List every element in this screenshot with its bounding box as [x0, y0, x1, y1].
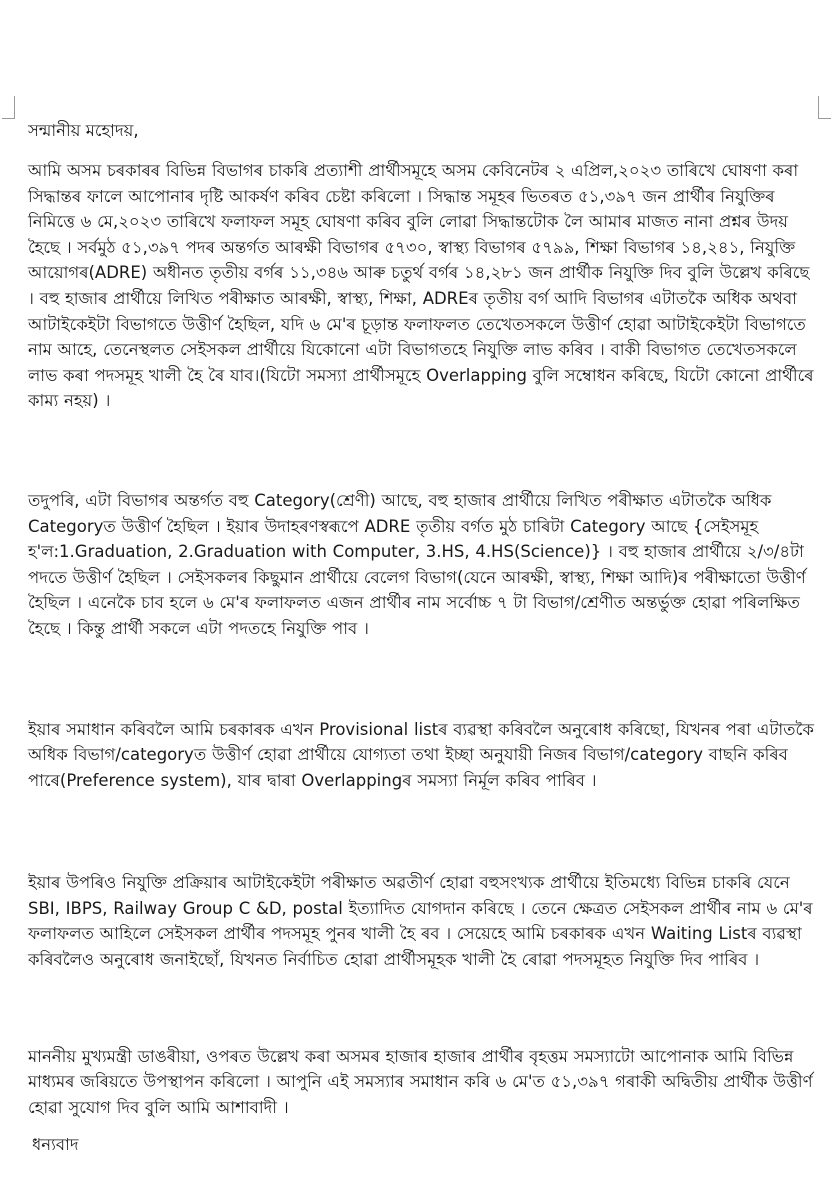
paragraph-4: ইয়াৰ উপৰিও নিযুক্তি প্ৰক্ৰিয়াৰ আটাইকেইটা পৰীক্ষাত অৱতীৰ্ণ হোৱা বহুসংখ্যক প্ৰাৰ্থীয়ে ইতিমধ্যে বিভিন্ন চাকৰি যেনে SBI, IBPS, Railway Group C &D, postal ইত্যাদিত যোগদান কৰিছে । তেনে ক্ষেত্ৰত সেইসকল প্ৰাৰ্থীৰ নাম ৬ মে'ৰ ফলাফলত আহিলে সেইসকল প্ৰাৰ্থীৰ পদসমূহ পুনৰ খালী হৈ ৰব । সেয়েহে আমি চৰকাৰক এখন Waiting Listৰ ব্যৱস্থা কৰিবলৈও অনুৰোধ জনাইছোঁ, যিখনত নিৰ্বাচিত হোৱা প্ৰাৰ্থীসমূহক খালী হৈ ৰোৱা পদসমূহত নিযুক্তি দিব পাৰিব ।: [28, 873, 813, 970]
salutation: সন্মানীয় মহোদয়,: [28, 121, 139, 140]
letter-body: [28, 118, 818, 1158]
closing-thanks: ধন্যবাদ: [32, 1135, 79, 1155]
paragraph-1: আমি অসম চৰকাৰৰ বিভিন্ন বিভাগৰ চাকৰি প্ৰত্যাশী প্ৰাৰ্থীসমূহে অসম কেবিনেটৰ ২ এপ্ৰিল,২০২৩ তাৰিখে ঘোষণা কৰা সিদ্ধান্তৰ ফালে আপোনাৰ দৃষ্টি আকৰ্ষণ কৰিব চেষ্টা কৰিলো । সিদ্ধান্ত সমূহৰ ভিতৰত ৫১,৩৯৭ জন প্ৰাৰ্থীৰ নিযুক্তিৰ নিমিত্তে ৬ মে,২০২৩ তাৰিখে ফলাফল সমূহ ঘোষণা কৰিব বুলি লোৱা সিদ্ধান্তটোক লৈ আমাৰ মাজত নানা প্ৰশ্নৰ উদয় হৈছে । সৰ্বমুঠ ৫১,৩৯৭ পদৰ অন্তৰ্গত আৰক্ষী বিভাগৰ ৫৭৩০, স্বাস্থ্য বিভাগৰ ৫৭৯৯, শিক্ষা বিভাগৰ ১৪,২৪১, নিযুক্তি আয়োগৰ(ADRE) অধীনত তৃতীয় বৰ্গৰ ১১,৩৪৬ আৰু চতুৰ্থ বৰ্গৰ ১৪,২৮১ জন প্ৰাৰ্থীক নিযুক্তি দিব বুলি উল্লেখ কৰিছে । বহু হাজাৰ প্ৰাৰ্থীয়ে লিখিত পৰীক্ষাত আৰক্ষী, স্বাস্থ্য, শিক্ষা, ADREৰ তৃতীয় বৰ্গ আদি বিভাগৰ এটাতকৈ অধিক অথবা আটাইকেইটা বিভাগতে উত্তীৰ্ণ হৈছিল, যদি ৬ মে'ৰ চূড়ান্ত ফলাফলত তেখেতসকলে উত্তীৰ্ণ হোৱা আটাইকেইটা বিভাগতে নাম আহে, তেনেস্থলত সেইসকল প্ৰাৰ্থীয়ে যিকোনো এটা বিভাগতহে নিযুক্তি লাভ কৰিব । বাকী বিভাগত তেখেতসকলে লাভ কৰা পদসমূহ খালী হৈ ৰৈ যাব।(যিটো সমস্যা প্ৰাৰ্থীসমূহে Overlapping বুলি সম্বোধন কৰিছে, যিটো কোনো প্ৰাৰ্থীৰে কাম্য নহয়) ।: [28, 161, 814, 411]
left-margin-corner-mark: [2, 96, 15, 119]
paragraph-2: তদুপৰি, এটা বিভাগৰ অন্তৰ্গত বহু Category(শ্ৰেণী) আছে, বহু হাজাৰ প্ৰাৰ্থীয়ে লিখিত পৰীক্ষাত এটাতকৈ অধিক Categoryত উত্তীৰ্ণ হৈছিল । ইয়াৰ উদাহৰণস্বৰূপে ADRE তৃতীয় বৰ্গত মুঠ চাৰিটা Category আছে {সেইসমূহ হ'ল:1.Graduation, 2.Graduation with Computer, 3.HS, 4.HS(Science)} । বহু হাজাৰ প্ৰাৰ্থীয়ে ২/৩/৪টা পদতে উত্তীৰ্ণ হৈছিল । সেইসকলৰ কিছুমান প্ৰাৰ্থীয়ে বেলেগ বিভাগ(যেনে আৰক্ষী, স্বাস্থ্য, শিক্ষা আদি)ৰ পৰীক্ষাতো উত্তীৰ্ণ হৈছিল । এনেকৈ চাব হলে ৬ মে'ৰ ফলাফলত এজন প্ৰাৰ্থীৰ নাম সৰ্বোচ্চ ৭ টা বিভাগ/শ্ৰেণীত অন্তৰ্ভুক্ত হোৱা পৰিলক্ষিত হৈছে । কিন্তু প্ৰাৰ্থী সকলে এটা পদতহে নিযুক্তি পাব ।: [28, 490, 806, 638]
paragraph-5: মাননীয় মুখ্যমন্ত্ৰী ডাঙৰীয়া, ওপৰত উল্লেখ কৰা অসমৰ হাজাৰ হাজাৰ প্ৰাৰ্থীৰ বৃহত্তম সমস্যাটো আপোনাক আমি বিভিন্ন মাধ্যমৰ জৰিয়তে উপস্থাপন কৰিলো । আপুনি এই সমস্যাৰ সমাধান কৰি ৬ মে'ত ৫১,৩৯৭ গৰাকী অদ্বিতীয় প্ৰাৰ্থীক উত্তীৰ্ণ হোৱা সুযোগ দিব বুলি আমি আশাবাদী ।: [28, 1046, 813, 1117]
right-margin-corner-mark: [818, 96, 831, 119]
paragraph-3: ইয়াৰ সমাধান কৰিবলৈ আমি চৰকাৰক এখন Provisional listৰ ব্যৱস্থা কৰিবলৈ অনুৰোধ কৰিছো, যিখনৰ পৰা এটাতকৈ অধিক বিভাগ/categoryত উত্তীৰ্ণ হোৱা প্ৰাৰ্থীয়ে যোগ্যতা তথা ইচ্ছা অনুযায়ী নিজৰ বিভাগ/category বাছনি কৰিব পাৰে(Preference system), যাৰ দ্বাৰা Overlappingৰ সমস্যা নিৰ্মূল কৰিব পাৰিব ।: [28, 719, 814, 790]
